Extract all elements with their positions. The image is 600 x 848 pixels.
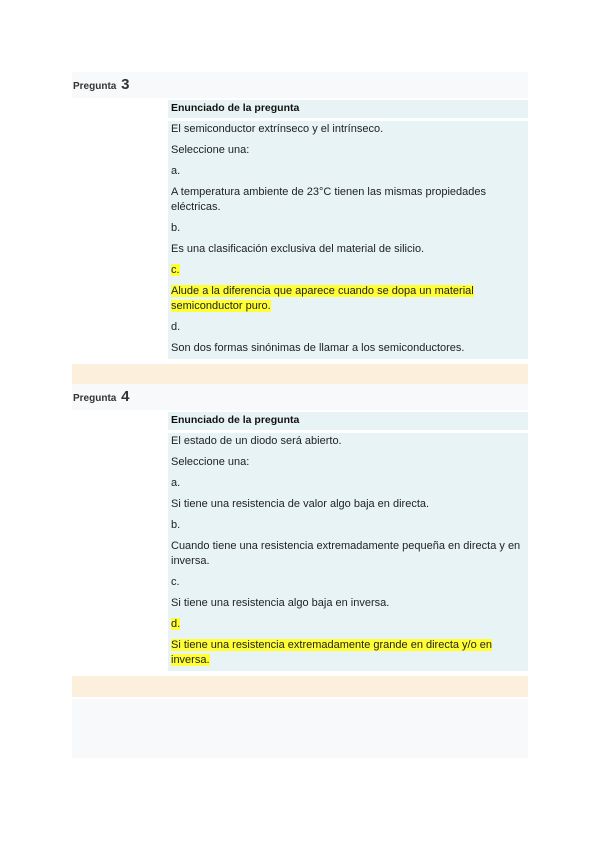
option-letter[interactable]: d. <box>171 321 181 333</box>
option-text[interactable]: Es una clasificación exclusiva del material de silicio. <box>171 243 425 255</box>
select-prompt: Seleccione una: <box>171 456 250 468</box>
question-number: 3 <box>121 76 130 93</box>
question-text: El estado de un diodo será abierto. <box>171 435 342 447</box>
question-header <box>72 384 528 410</box>
question-body <box>168 121 528 359</box>
question-label: Pregunta <box>73 81 117 92</box>
footer-panel <box>72 699 528 758</box>
option-letter[interactable]: c. <box>171 576 180 588</box>
question-text: El semiconductor extrínseco y el intrínseco. <box>171 123 384 135</box>
question-label: Pregunta <box>73 393 117 404</box>
option-text[interactable]: Si tiene una resistencia algo baja en inversa. <box>171 597 390 609</box>
option-text[interactable]: Son dos formas sinónimas de llamar a los semiconductores. <box>171 342 465 354</box>
question-number: 4 <box>121 388 130 405</box>
option-letter[interactable]: a. <box>171 165 181 177</box>
statement-heading: Enunciado de la pregunta <box>168 100 528 118</box>
question-header <box>72 72 528 98</box>
option-text[interactable]: A temperatura ambiente de 23°C tienen las mismas propiedades eléctricas. <box>171 186 487 213</box>
feedback-bar <box>72 676 528 697</box>
feedback-bar <box>72 364 528 384</box>
option-text[interactable]: Si tiene una resistencia de valor algo baja en directa. <box>171 498 430 510</box>
option-letter-selected[interactable]: c. <box>171 264 180 276</box>
option-letter[interactable]: a. <box>171 477 181 489</box>
question-body <box>168 433 528 671</box>
select-prompt: Seleccione una: <box>171 144 250 156</box>
option-letter[interactable]: b. <box>171 519 181 531</box>
option-letter-selected[interactable]: d. <box>171 618 181 630</box>
option-text-selected[interactable]: Alude a la diferencia que aparece cuando se dopa un material semiconductor puro. <box>171 285 474 312</box>
option-letter[interactable]: b. <box>171 222 181 234</box>
option-text-selected[interactable]: Si tiene una resistencia extremadamente grande en directa y/o en inversa. <box>171 639 493 666</box>
option-text[interactable]: Cuando tiene una resistencia extremadamente pequeña en directa y en inversa. <box>171 540 521 567</box>
statement-heading: Enunciado de la pregunta <box>168 412 528 430</box>
